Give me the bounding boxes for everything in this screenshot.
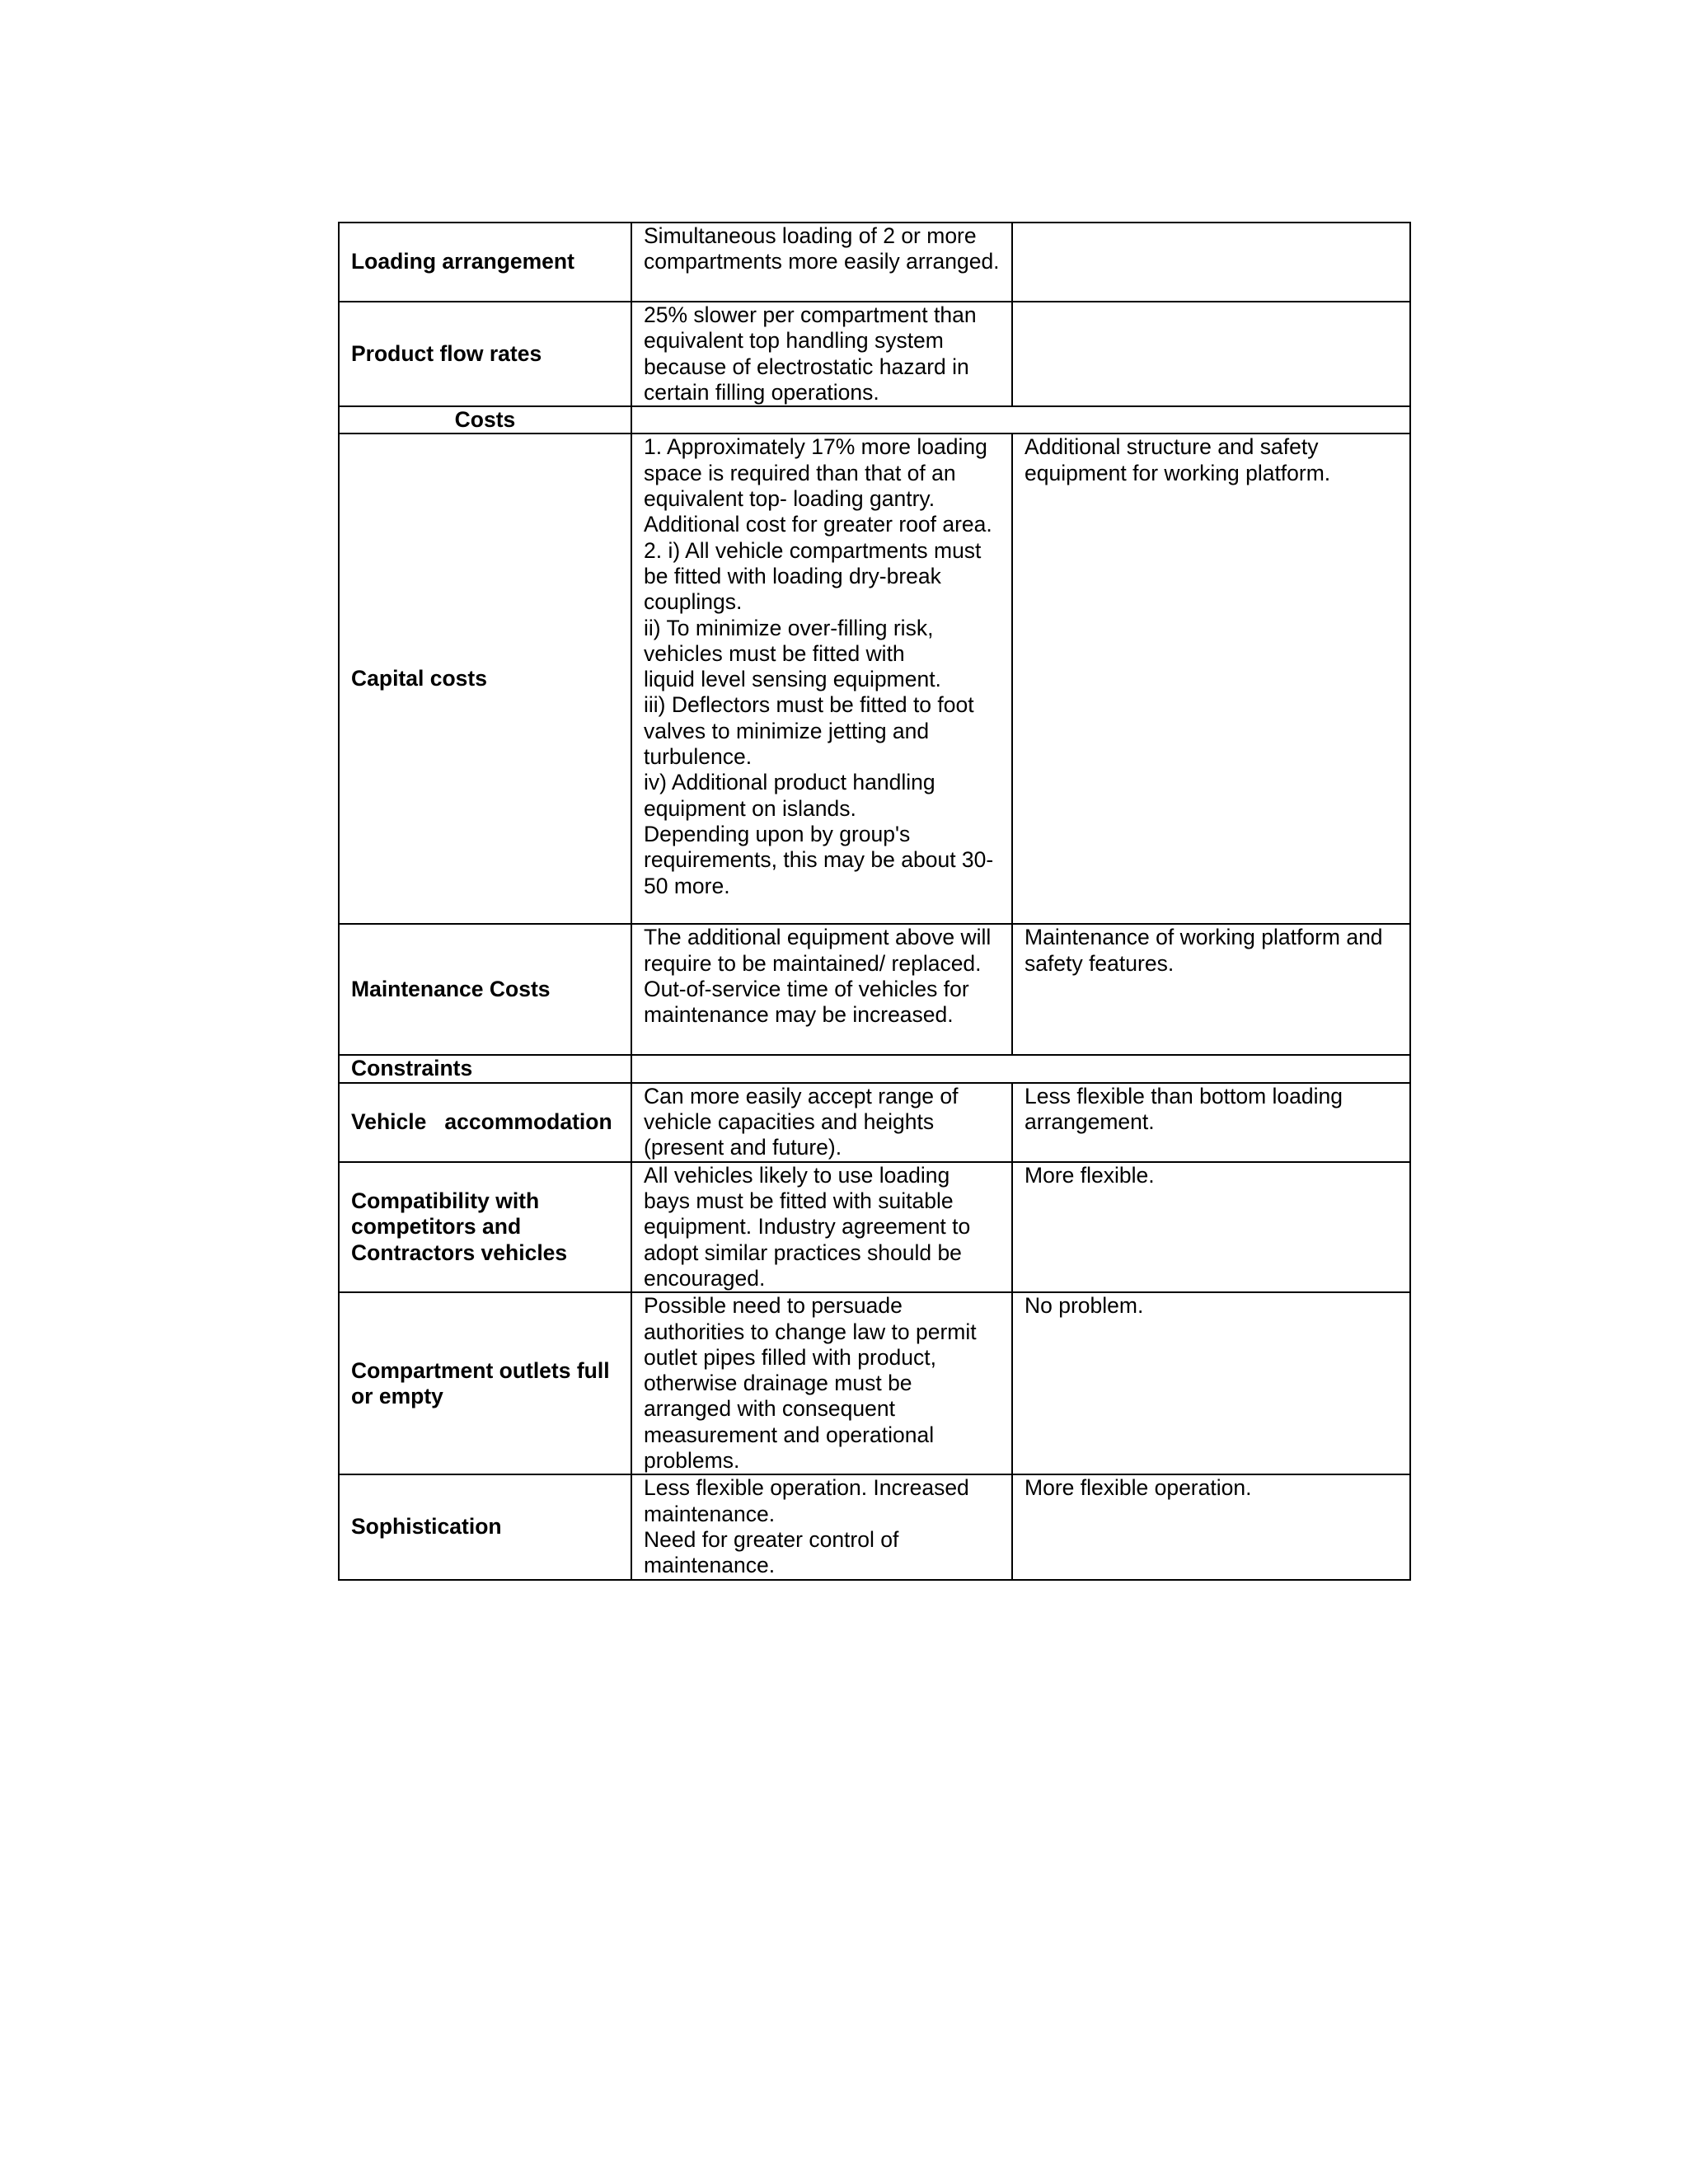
bottom-loading-cell — [631, 223, 1012, 302]
top-loading-cell — [1012, 302, 1410, 406]
top-loading-cell — [1012, 924, 1410, 1055]
top-loading-text: More flexible. — [1025, 1162, 1155, 1188]
table-row — [339, 434, 1410, 924]
row-label-cell — [339, 1474, 631, 1579]
top-loading-text: More flexible operation. — [1025, 1475, 1252, 1501]
row-label-cell — [339, 1292, 631, 1474]
top-loading-text: Maintenance of working platform and safety features. — [1025, 925, 1383, 976]
section-label-cell — [339, 406, 631, 434]
top-loading-cell — [1012, 1083, 1410, 1162]
top-loading-text: No problem. — [1025, 1293, 1144, 1319]
bottom-loading-cell — [631, 1083, 1012, 1162]
row-label-cell — [339, 434, 631, 924]
row-label: Product flow rates — [351, 340, 542, 366]
table-row — [339, 223, 1410, 302]
table-row — [339, 1162, 1410, 1292]
row-label: Sophistication — [351, 1514, 502, 1540]
top-loading-text: Less flexible than bottom loading arrangement. — [1025, 1083, 1343, 1135]
bottom-loading-cell — [631, 302, 1012, 406]
table-row — [339, 924, 1410, 1055]
bottom-loading-text: Simultaneous loading of 2 or more compartments more easily arranged. — [644, 223, 1000, 274]
table-row — [339, 1292, 1410, 1474]
top-loading-cell — [1012, 434, 1410, 924]
row-label: Capital costs — [351, 666, 487, 691]
table-row — [339, 302, 1410, 406]
row-label: Vehicle accommodation — [351, 1109, 612, 1135]
top-loading-cell — [1012, 1292, 1410, 1474]
section-empty-cell — [631, 406, 1410, 434]
row-label-cell — [339, 1083, 631, 1162]
section-row — [339, 1055, 1410, 1082]
top-loading-text: Additional structure and safety equipment for working platform. — [1025, 434, 1331, 485]
section-heading: Constraints — [351, 1056, 473, 1081]
section-heading: Costs — [454, 407, 516, 433]
row-label-cell — [339, 223, 631, 302]
row-label: Loading arrangement — [351, 249, 574, 274]
row-label: Maintenance Costs — [351, 977, 551, 1002]
bottom-loading-cell — [631, 924, 1012, 1055]
bottom-loading-text: Can more easily accept range of vehicle capacities and heights (present and future). — [644, 1083, 959, 1160]
bottom-loading-cell — [631, 1162, 1012, 1292]
row-label-cell — [339, 924, 631, 1055]
bottom-loading-text: Possible need to persuade authorities to change law to permit outlet pipes filled with product, otherwise drainage must be arranged with consequent measurement and operational problems. — [644, 1293, 977, 1474]
row-label: Compartment outlets full or empty — [351, 1357, 610, 1408]
bottom-loading-text: All vehicles likely to use loading bays must be fitted with suitable equipment. Industry agreement to adopt similar practices should be encouraged. — [644, 1162, 971, 1291]
row-label-cell — [339, 1162, 631, 1292]
bottom-loading-text: 25% slower per compartment than equivalent top handling system because of electrostatic hazard in certain filling operations. — [644, 302, 977, 405]
bottom-loading-cell — [631, 1474, 1012, 1579]
section-empty-cell — [631, 1055, 1410, 1082]
bottom-loading-text: 1. Approximately 17% more loading space is required than that of an equivalent top- loading gantry. Additional cost for greater roof area. 2. i) All vehicle compartments must be fitted with loading dry-break couplings. ii) To minimize over-filling risk, vehicles must be fitted with liquid level sensing equipment. iii) Deflectors must be fitted to foot valves to minimize jetting and turbulence. iv) Additional product handling equipment on islands. Depending upon by group's requirements, this may be about 30-50 more. — [644, 434, 994, 898]
table-row — [339, 1474, 1410, 1579]
bottom-loading-text: Less flexible operation. Increased maintenance. Need for greater control of maintenance. — [644, 1475, 969, 1578]
row-label: Compatibility with competitors and Contractors vehicles — [351, 1188, 568, 1265]
row-label-cell — [339, 302, 631, 406]
top-loading-cell — [1012, 1474, 1410, 1579]
comparison-table — [338, 222, 1411, 1581]
table-row — [339, 1083, 1410, 1162]
bottom-loading-cell — [631, 434, 1012, 924]
top-loading-cell — [1012, 223, 1410, 302]
section-label-cell — [339, 1055, 631, 1082]
bottom-loading-cell — [631, 1292, 1012, 1474]
section-row — [339, 406, 1410, 434]
bottom-loading-text: The additional equipment above will require to be maintained/ replaced. Out-of-service time of vehicles for maintenance may be increased. — [644, 925, 992, 1028]
top-loading-cell — [1012, 1162, 1410, 1292]
